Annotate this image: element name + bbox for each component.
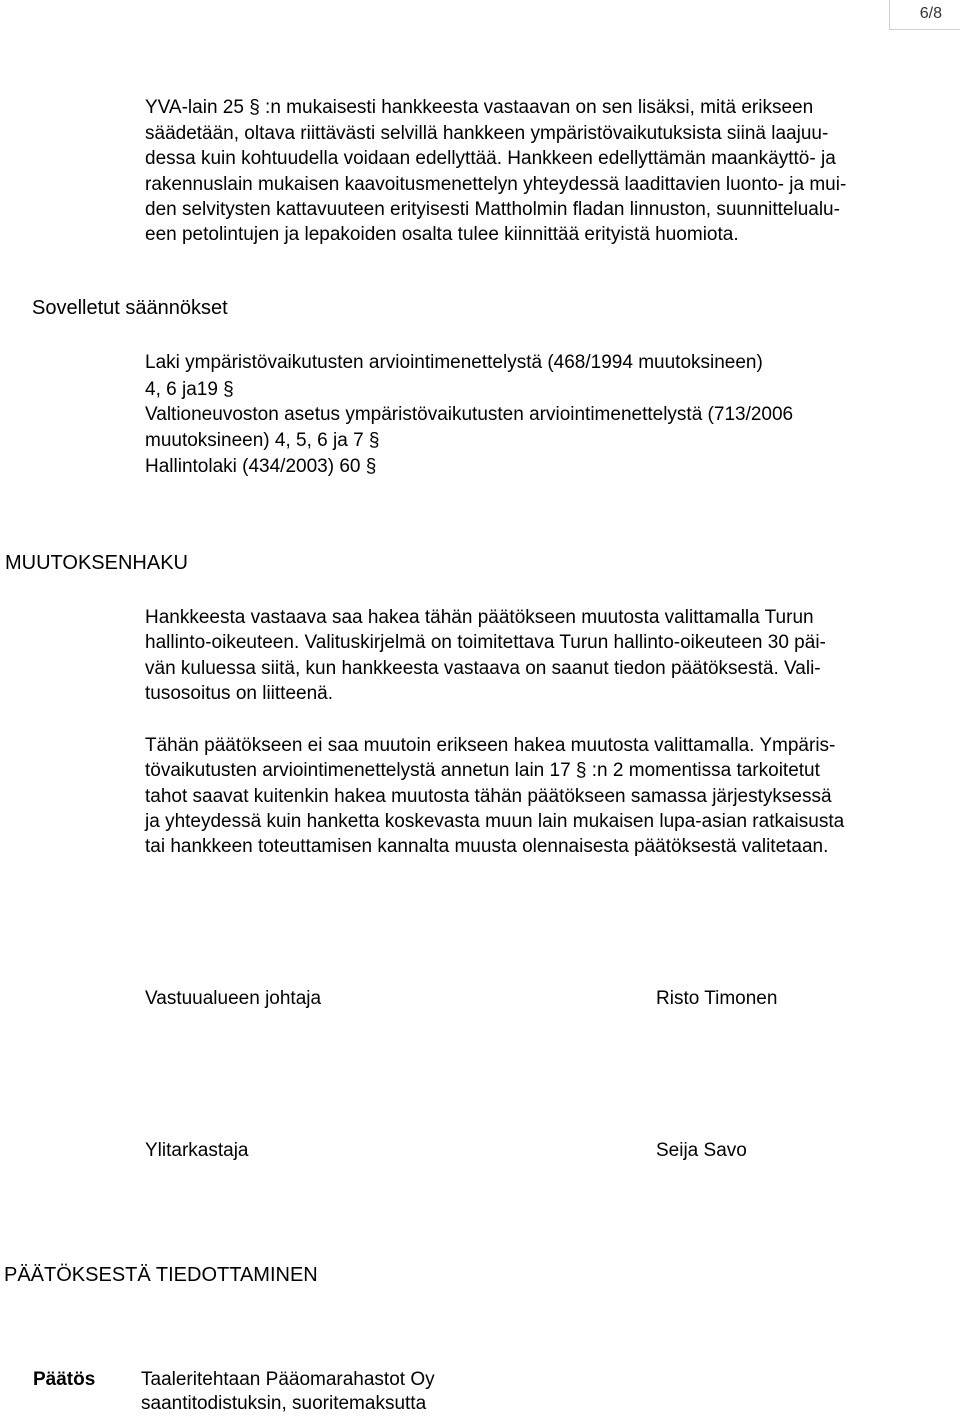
appeal-heading: MUUTOKSENHAKU bbox=[5, 552, 188, 574]
recipient-line: saantitodistuksin, suoritemaksutta bbox=[141, 1393, 427, 1414]
intro-line: dessa kuin kohtuudella voidaan edellyttää. Hankkeen edellyttämän maankäyttö- ja bbox=[145, 148, 836, 169]
appeal-line: tusosoitus on liitteenä. bbox=[145, 683, 334, 704]
rule-line: 4, 6 ja19 § bbox=[145, 379, 234, 400]
applied-rules-heading: Sovelletut säännökset bbox=[32, 297, 228, 319]
rule-line: Laki ympäristövaikutusten arviointimenettelystä (468/1994 muutoksineen) bbox=[145, 352, 763, 373]
intro-line: den selvitysten kattavuuteen erityisesti Mattholmin fladan linnuston, suunnittelualu- bbox=[145, 199, 840, 220]
signer-title: Ylitarkastaja bbox=[145, 1140, 249, 1161]
signer-title: Vastuualueen johtaja bbox=[145, 988, 322, 1009]
rule-line: muutoksineen) 4, 5, 6 ja 7 § bbox=[145, 430, 380, 451]
intro-line: een petolintujen ja lepakoiden osalta tulee kiinnittää erityistä huomiota. bbox=[145, 224, 739, 245]
intro-line: YVA-lain 25 § :n mukaisesti hankkeesta vastaavan on sen lisäksi, mitä erikseen bbox=[145, 97, 814, 118]
notification-heading: PÄÄTÖKSESTÄ TIEDOTTAMINEN bbox=[4, 1264, 318, 1286]
recipient-line: Taaleritehtaan Pääomarahastot Oy bbox=[141, 1369, 435, 1390]
signer-name: Risto Timonen bbox=[656, 988, 778, 1009]
signer-name: Seija Savo bbox=[656, 1140, 747, 1161]
appeal-line: tai hankkeen toteuttamisen kannalta muusta olennaisesta päätöksestä valitetaan. bbox=[145, 836, 829, 857]
appeal-line: Tähän päätökseen ei saa muutoin erikseen hakea muutosta valittamalla. Ympäris- bbox=[145, 735, 836, 756]
appeal-line: tahot saavat kuitenkin hakea muutosta tähän päätökseen samassa järjestyksessä bbox=[145, 786, 832, 807]
appeal-line: hallinto-oikeuteen. Valituskirjelmä on toimitettava Turun hallinto-oikeuteen 30 päi- bbox=[145, 632, 826, 653]
appeal-line: vän kuluessa siitä, kun hankkeesta vastaava on saanut tiedon päätöksestä. Vali- bbox=[145, 658, 821, 679]
rule-line: Valtioneuvoston asetus ympäristövaikutusten arviointimenettelystä (713/2006 bbox=[145, 404, 794, 425]
appeal-line: Hankkeesta vastaava saa hakea tähän päätökseen muutosta valittamalla Turun bbox=[145, 607, 814, 628]
notification-label: Päätös bbox=[33, 1369, 96, 1390]
appeal-line: ja yhteydessä kuin hanketta koskevasta muun lain mukaisen lupa-asian ratkaisusta bbox=[145, 811, 845, 832]
intro-line: säädetään, oltava riittävästi selvillä hankkeen ympäristövaikutuksista siinä laajuu- bbox=[145, 123, 829, 144]
intro-line: rakennuslain mukaisen kaavoitusmenettelyn yhteydessä laadittavien luonto- ja mui- bbox=[145, 174, 847, 195]
rule-line: Hallintolaki (434/2003) 60 § bbox=[145, 456, 377, 477]
page-number: 6/8 bbox=[889, 0, 960, 30]
appeal-line: tövaikutusten arviointimenettelystä annetun lain 17 § :n 2 momentissa tarkoitetut bbox=[145, 760, 820, 781]
